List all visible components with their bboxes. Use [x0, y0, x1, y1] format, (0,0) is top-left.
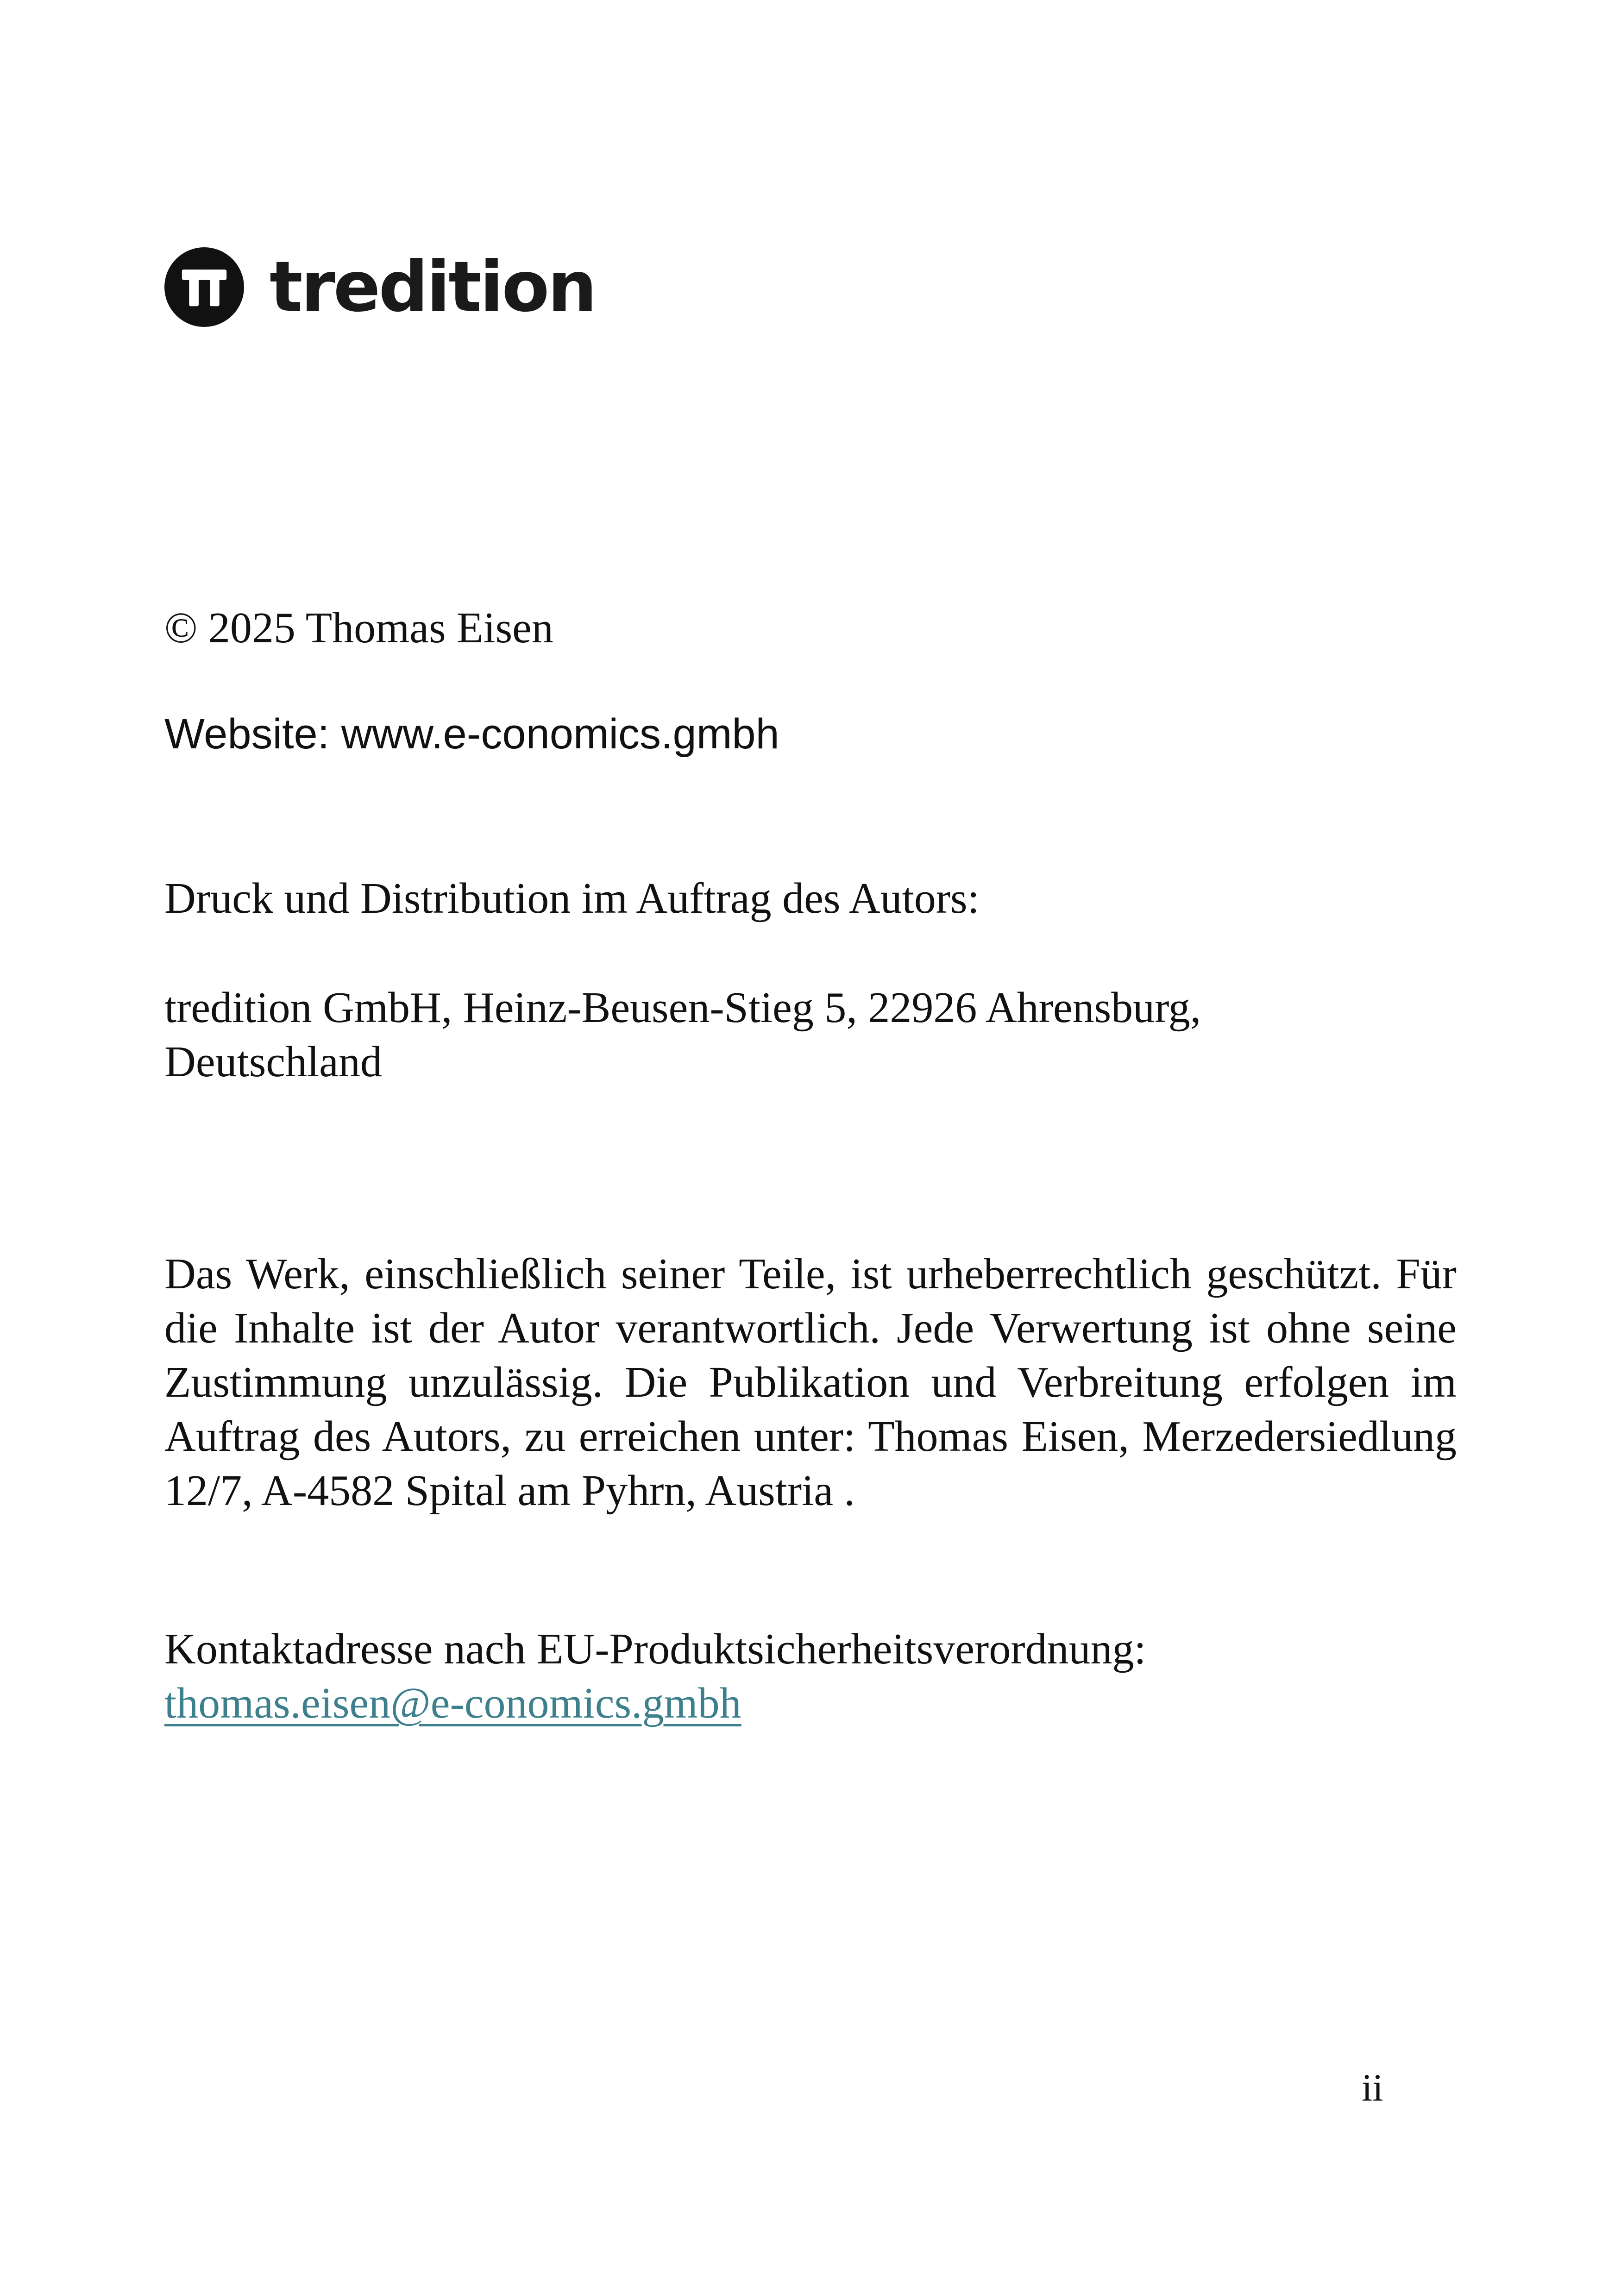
contact-label: Kontaktadresse nach EU-Produktsicherheitsverordnung: [164, 1625, 1146, 1673]
publisher-address [164, 981, 1508, 1089]
contact-section [164, 1622, 1508, 1731]
publisher-logo [164, 245, 595, 329]
website-line: Website: www.e-conomics.gmbh [164, 710, 779, 758]
copyright-notice: © 2025 Thomas Eisen [164, 604, 553, 652]
print-distribution-heading: Druck und Distribution im Auftrag des Autors: [164, 874, 980, 922]
tredition-logo-icon [164, 247, 244, 327]
address-line-1: tredition GmbH, Heinz-Beusen-Stieg 5, 22926 Ahrensburg, [164, 984, 1201, 1032]
publisher-wordmark: tredition [270, 247, 596, 327]
contact-email-link[interactable]: thomas.eisen@e-conomics.gmbh [164, 1679, 741, 1727]
copyright-statement: Das Werk, einschließlich seiner Teile, ist urheberrechtlich geschützt. Für die Inhalte ist der Autor verantwortlich. Jede Verwertung ist ohne seine Zustimmung unzulässig. Die Publikation und Verbreitung erfolgen im Auftrag des Autors, zu erreichen unter: Thomas Eisen, Merzedersiedlung 12/7, A-4582 Spital am Pyhrn, Austria . [164, 1250, 1457, 1515]
page-number: ii [1362, 2066, 1383, 2109]
address-line-2: Deutschland [164, 1038, 382, 1086]
